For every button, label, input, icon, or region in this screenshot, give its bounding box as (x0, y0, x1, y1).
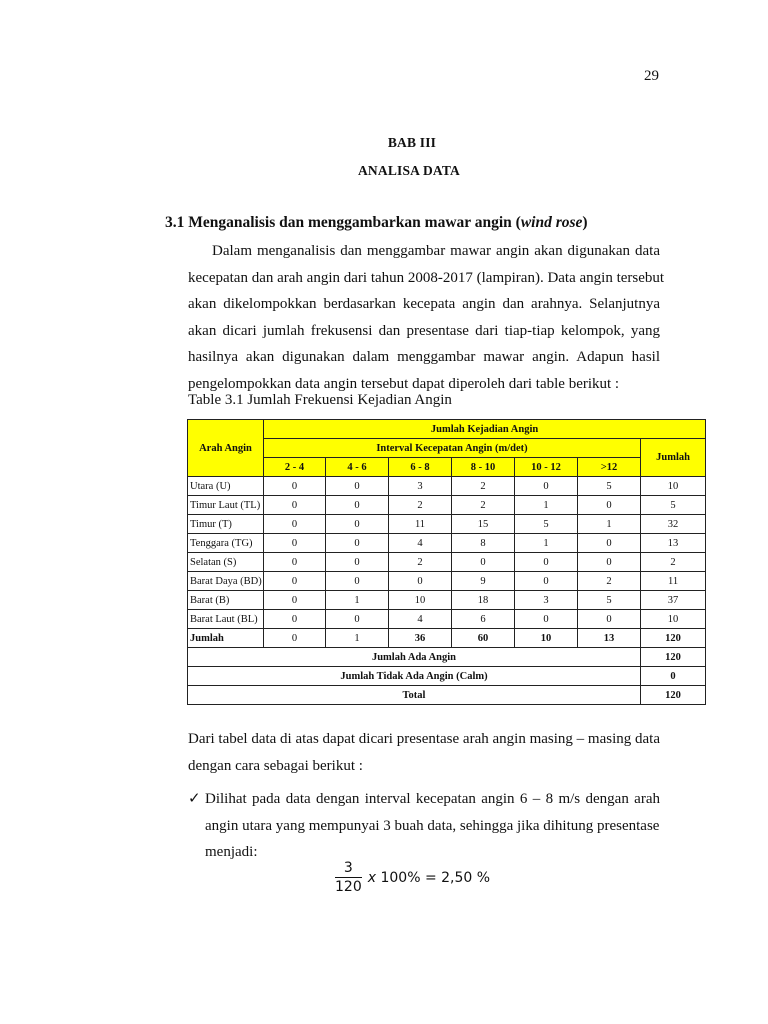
section-heading-suffix: ) (582, 214, 588, 231)
value-cell: 0 (326, 496, 389, 515)
value-cell: 0 (326, 572, 389, 591)
bullet-line: Dilihat pada data dengan interval kecepatan angin 6 – 8 m/s dengan arah (205, 791, 660, 807)
footer-row (188, 686, 706, 705)
interval-header: 10 - 12 (515, 458, 578, 477)
value-cell: 2 (389, 553, 452, 572)
value-cell: 15 (452, 515, 515, 534)
chapter-subtitle: ANALISA DATA (357, 163, 461, 178)
paragraph-line: hasilnya akan digunakan dalam menggambar mawar angin. Adapun hasil (188, 349, 660, 365)
sum-cell: 10 (515, 629, 578, 648)
table-row (188, 610, 706, 629)
page-number: 29 (644, 68, 659, 84)
value-cell: 0 (264, 572, 326, 591)
value-cell: 2 (389, 496, 452, 515)
table-row (188, 477, 706, 496)
row-total: 10 (641, 477, 706, 496)
value-cell: 0 (326, 515, 389, 534)
numerator: 3 (335, 860, 362, 878)
header-total: Jumlah (641, 439, 706, 477)
row-total: 37 (641, 591, 706, 610)
value-cell: 0 (264, 591, 326, 610)
row-label: Utara (U) (188, 477, 264, 496)
value-cell: 0 (326, 534, 389, 553)
table-row (188, 496, 706, 515)
footer-row (188, 667, 706, 686)
paragraph-line: kecepatan dan arah angin dari tahun 2008-2017 (lampiran). Data angin tersebut (188, 269, 665, 286)
value-cell: 3 (389, 477, 452, 496)
row-total: 5 (641, 496, 706, 515)
frequency-table (187, 419, 706, 705)
value-cell: 1 (326, 591, 389, 610)
value-cell: 4 (389, 534, 452, 553)
value-cell: 0 (578, 534, 641, 553)
value-cell: 5 (578, 477, 641, 496)
value-cell: 0 (515, 553, 578, 572)
value-cell: 2 (578, 572, 641, 591)
table-body (188, 477, 706, 629)
row-total: 10 (641, 610, 706, 629)
value-cell: 0 (264, 477, 326, 496)
row-label: Barat Daya (BD) (188, 572, 264, 591)
table-row (188, 572, 706, 591)
section-heading-prefix: 3.1 Menganalisis dan menggambarkan mawar angin ( (165, 214, 521, 231)
value-cell: 0 (264, 534, 326, 553)
row-label: Timur (T) (188, 515, 264, 534)
value-cell: 5 (515, 515, 578, 534)
sum-label: Jumlah (188, 629, 264, 648)
intro-paragraph (188, 238, 665, 397)
percentage-formula (335, 860, 490, 895)
bullet-line: angin utara yang mempunyai 3 buah data, sehingga jika dihitung presentase (205, 817, 660, 834)
row-total: 13 (641, 534, 706, 553)
sum-cell: 0 (264, 629, 326, 648)
table-row (188, 515, 706, 534)
value-cell: 1 (515, 496, 578, 515)
value-cell: 6 (452, 610, 515, 629)
value-cell: 5 (578, 591, 641, 610)
value-cell: 1 (578, 515, 641, 534)
row-label: Timur Laut (TL) (188, 496, 264, 515)
sum-cell: 36 (389, 629, 452, 648)
value-cell: 0 (578, 496, 641, 515)
paragraph-line: pengelompokkan data angin tersebut dapat diperoleh dari table berikut : (188, 375, 620, 392)
bullet-line: menjadi: (205, 844, 258, 860)
paragraph-line: Dari tabel data di atas dapat dicari presentase arah angin masing – masing data (188, 731, 660, 747)
chapter-title: BAB III (387, 135, 437, 150)
section-heading-italic: wind rose (520, 214, 583, 231)
row-total: 32 (641, 515, 706, 534)
paragraph-line: akan dikelompokkan berdasarkan kecepata angin dan arahnya. Selanjutnya (188, 296, 660, 312)
sum-row (188, 629, 706, 648)
value-cell: 0 (515, 610, 578, 629)
row-label: Selatan (S) (188, 553, 264, 572)
section-heading (165, 214, 588, 232)
value-cell: 1 (515, 534, 578, 553)
sum-cell: 1 (326, 629, 389, 648)
header-direction: Arah Angin (188, 420, 264, 477)
value-cell: 11 (389, 515, 452, 534)
value-cell: 8 (452, 534, 515, 553)
footer-value: 120 (641, 648, 706, 667)
value-cell: 0 (326, 477, 389, 496)
header-interval: Interval Kecepatan Angin (m/det) (264, 439, 641, 458)
value-cell: 9 (452, 572, 515, 591)
value-cell: 18 (452, 591, 515, 610)
formula-var: x (367, 869, 377, 886)
header-group: Jumlah Kejadian Angin (264, 420, 706, 439)
value-cell: 0 (578, 553, 641, 572)
table-row (188, 591, 706, 610)
sum-cell: 60 (452, 629, 515, 648)
value-cell: 0 (264, 610, 326, 629)
row-total: 2 (641, 553, 706, 572)
footer-value: 0 (641, 667, 706, 686)
interval-header: 4 - 6 (326, 458, 389, 477)
table-row (188, 553, 706, 572)
interval-header: >12 (578, 458, 641, 477)
sum-cell: 13 (578, 629, 641, 648)
table-row (188, 534, 706, 553)
interval-header: 2 - 4 (264, 458, 326, 477)
row-label: Barat (B) (188, 591, 264, 610)
sum-total: 120 (641, 629, 706, 648)
paragraph-line: dengan cara sebagai berikut : (188, 757, 363, 774)
paragraph-line: akan dicari jumlah frekusensi dan presentase dari tiap-tiap kelompok, yang (188, 322, 660, 339)
value-cell: 10 (389, 591, 452, 610)
value-cell: 0 (389, 572, 452, 591)
value-cell: 0 (515, 477, 578, 496)
value-cell: 0 (264, 496, 326, 515)
value-cell: 2 (452, 496, 515, 515)
row-label: Barat Laut (BL) (188, 610, 264, 629)
value-cell: 2 (452, 477, 515, 496)
table-caption: Table 3.1 Jumlah Frekuensi Kejadian Angin (188, 392, 452, 408)
value-cell: 0 (326, 553, 389, 572)
interval-header: 6 - 8 (389, 458, 452, 477)
footer-label: Jumlah Ada Angin (188, 648, 641, 667)
paragraph-line: Dalam menganalisis dan menggambar mawar angin akan digunakan data (212, 243, 660, 259)
footer-label: Jumlah Tidak Ada Angin (Calm) (188, 667, 641, 686)
after-table-paragraph (188, 726, 660, 779)
footer-value: 120 (641, 686, 706, 705)
value-cell: 0 (264, 515, 326, 534)
formula-expression: 100% = 2,50 % (376, 869, 491, 886)
value-cell: 0 (578, 610, 641, 629)
formula-rest (368, 870, 490, 886)
value-cell: 4 (389, 610, 452, 629)
denominator: 120 (335, 879, 362, 895)
value-cell: 0 (452, 553, 515, 572)
checkmark-icon: ✓ (188, 791, 201, 807)
footer-label: Total (188, 686, 641, 705)
value-cell: 3 (515, 591, 578, 610)
value-cell: 0 (264, 553, 326, 572)
value-cell: 0 (515, 572, 578, 591)
fraction (335, 860, 362, 895)
row-label: Tenggara (TG) (188, 534, 264, 553)
value-cell: 0 (326, 610, 389, 629)
interval-header: 8 - 10 (452, 458, 515, 477)
footer-row (188, 648, 706, 667)
row-total: 11 (641, 572, 706, 591)
